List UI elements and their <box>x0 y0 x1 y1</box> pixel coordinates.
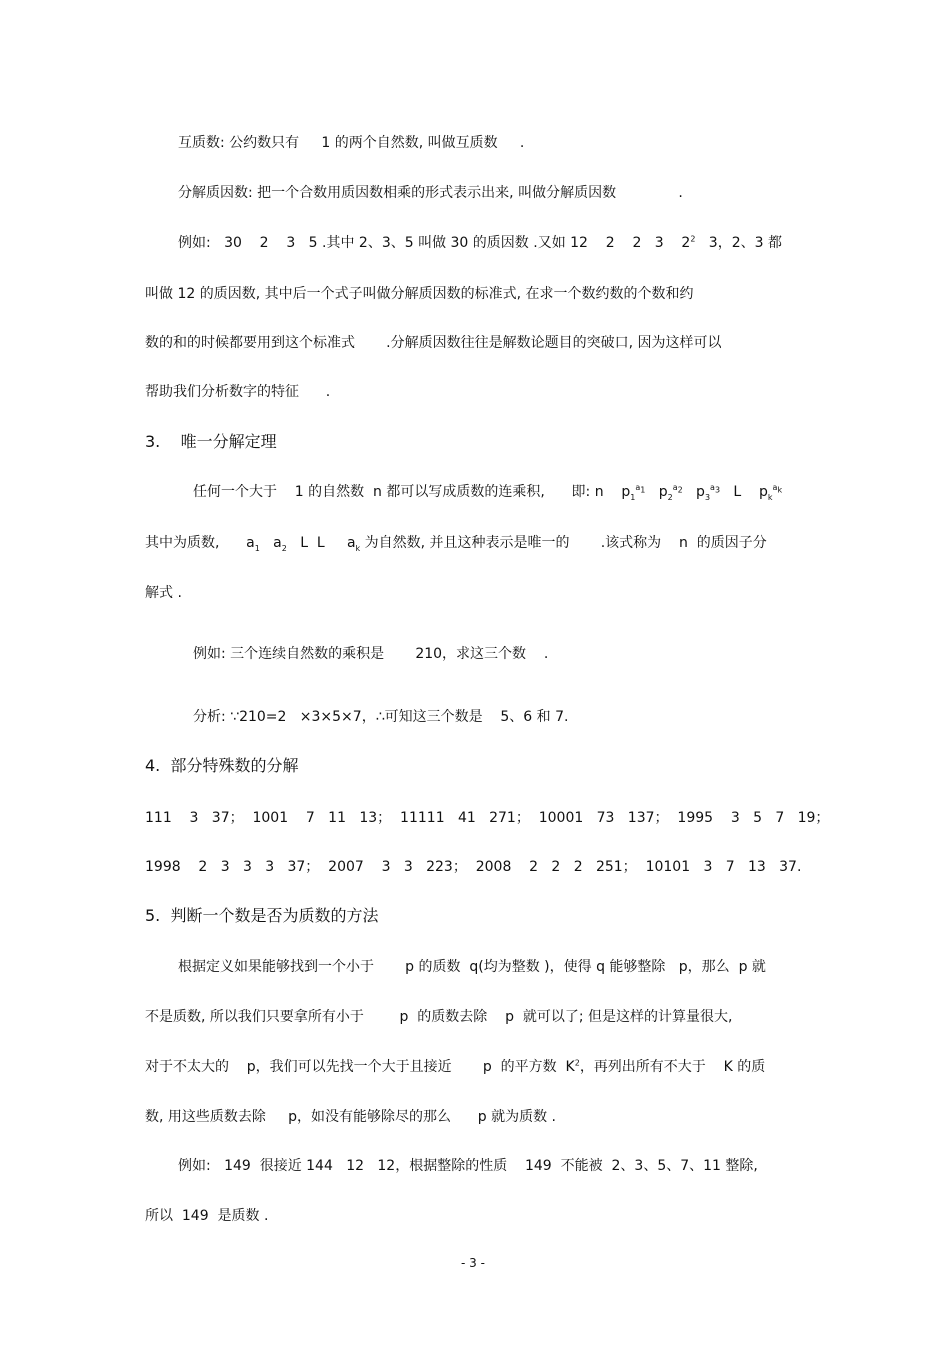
text-line: 不是质数, 所以我们只要拿所有小于 p 的质数去除 p 就可以了; 但是这样的计算量很大, <box>145 1009 733 1025</box>
subscript: k <box>767 492 773 502</box>
superscript: 2 <box>690 234 696 244</box>
subscript: 2 <box>677 485 683 495</box>
superscript <box>710 483 721 495</box>
text-fragment: p <box>645 484 668 500</box>
text-fragment: a <box>772 483 778 493</box>
text-line: 例如: 149 很接近 144 12 12，根据整除的性质 149 不能被 2、3、5、7、11 整除, <box>178 1158 758 1174</box>
text-line: 叫做 12 的质因数, 其中后一个式子叫做分解质因数的标准式, 在求一个数约数的个数和约 <box>145 286 694 302</box>
text-line: 例如: 三个连续自然数的乘积是 210，求这三个数 . <box>193 646 549 662</box>
section-heading: 4. 部分特殊数的分解 <box>145 756 299 775</box>
subscript: k <box>355 543 361 553</box>
text-line: 根据定义如果能够找到一个小于 p 的质数 q(均为整数 )，使得 q 能够整除 p，那么 p 就 <box>178 959 766 975</box>
subscript: 2 <box>667 492 673 502</box>
text-line: 数的和的时候都要用到这个标准式 .分解质因数往往是解数论题目的突破口, 因为这样可以 <box>145 335 722 351</box>
text-line: 解式 . <box>145 585 182 601</box>
text-fragment: p <box>682 484 705 500</box>
superscript <box>672 483 683 495</box>
text-line <box>145 534 767 552</box>
text-line: 分解质因数: 把一个合数用质因数相乘的形式表示出来, 叫做分解质因数 . <box>178 185 683 201</box>
section-heading: 3. 唯一分解定理 <box>145 432 277 451</box>
section-heading: 5. 判断一个数是否为质数的方法 <box>145 906 379 925</box>
text-line: 111 3 37； 1001 7 11 13； 11111 41 271； 10001 73 137； 1995 3 5 7 19； <box>145 810 830 826</box>
subscript: k <box>777 485 783 495</box>
text-line: 互质数: 公约数只有 1 的两个自然数, 叫做互质数 . <box>178 135 525 151</box>
text-fragment: 3，2、3 都 <box>695 235 782 251</box>
text-fragment: a <box>710 483 715 493</box>
text-line: 1998 2 3 3 3 37； 2007 3 3 223； 2008 2 2 2 251； 10101 3 7 13 37. <box>145 859 802 875</box>
text-line: 所以 149 是质数 . <box>145 1208 269 1224</box>
text-fragment: a <box>635 483 641 493</box>
text-line <box>193 483 782 501</box>
text-fragment: ，再列出所有不大于 K 的质 <box>579 1059 766 1075</box>
subscript: 1 <box>630 492 636 502</box>
text-fragment: L p <box>720 484 768 500</box>
text-fragment: 例如: 30 2 3 5 .其中 2、3、5 叫做 30 的质因数 .又如 12 2 2 3 2 <box>178 235 691 251</box>
subscript: 1 <box>640 485 646 495</box>
superscript <box>635 483 646 495</box>
text-fragment: 任何一个大于 1 的自然数 n 都可以写成质数的连乘积, 即: n p <box>193 484 631 500</box>
subscript: 3 <box>704 492 711 502</box>
text-fragment: L L a <box>286 535 356 551</box>
text-line: 帮助我们分析数字的特征 . <box>145 384 331 400</box>
superscript <box>772 483 783 495</box>
subscript: 2 <box>281 543 287 553</box>
text-line <box>145 1058 765 1076</box>
text-line: 数, 用这些质数去除 p，如没有能够除尽的那么 p 就为质数 . <box>145 1109 556 1125</box>
text-fragment: a <box>259 535 282 551</box>
subscript: 3 <box>714 485 721 495</box>
page-number: - 3 - <box>461 1256 485 1270</box>
text-fragment: a <box>672 483 678 493</box>
text-line <box>178 234 782 252</box>
superscript: 2 <box>574 1058 580 1068</box>
text-fragment: 对于不太大的 p，我们可以先找一个大于且接近 p 的平方数 K <box>145 1059 575 1075</box>
text-line: 分析: ∵210=2 ×3×5×7，∴可知这三个数是 5、6 和 7. <box>193 709 569 725</box>
subscript: 1 <box>254 543 260 553</box>
text-fragment: 为自然数, 并且这种表示是唯一的 .该式称为 n 的质因子分 <box>360 535 767 551</box>
text-fragment: 其中为质数, a <box>145 535 255 551</box>
